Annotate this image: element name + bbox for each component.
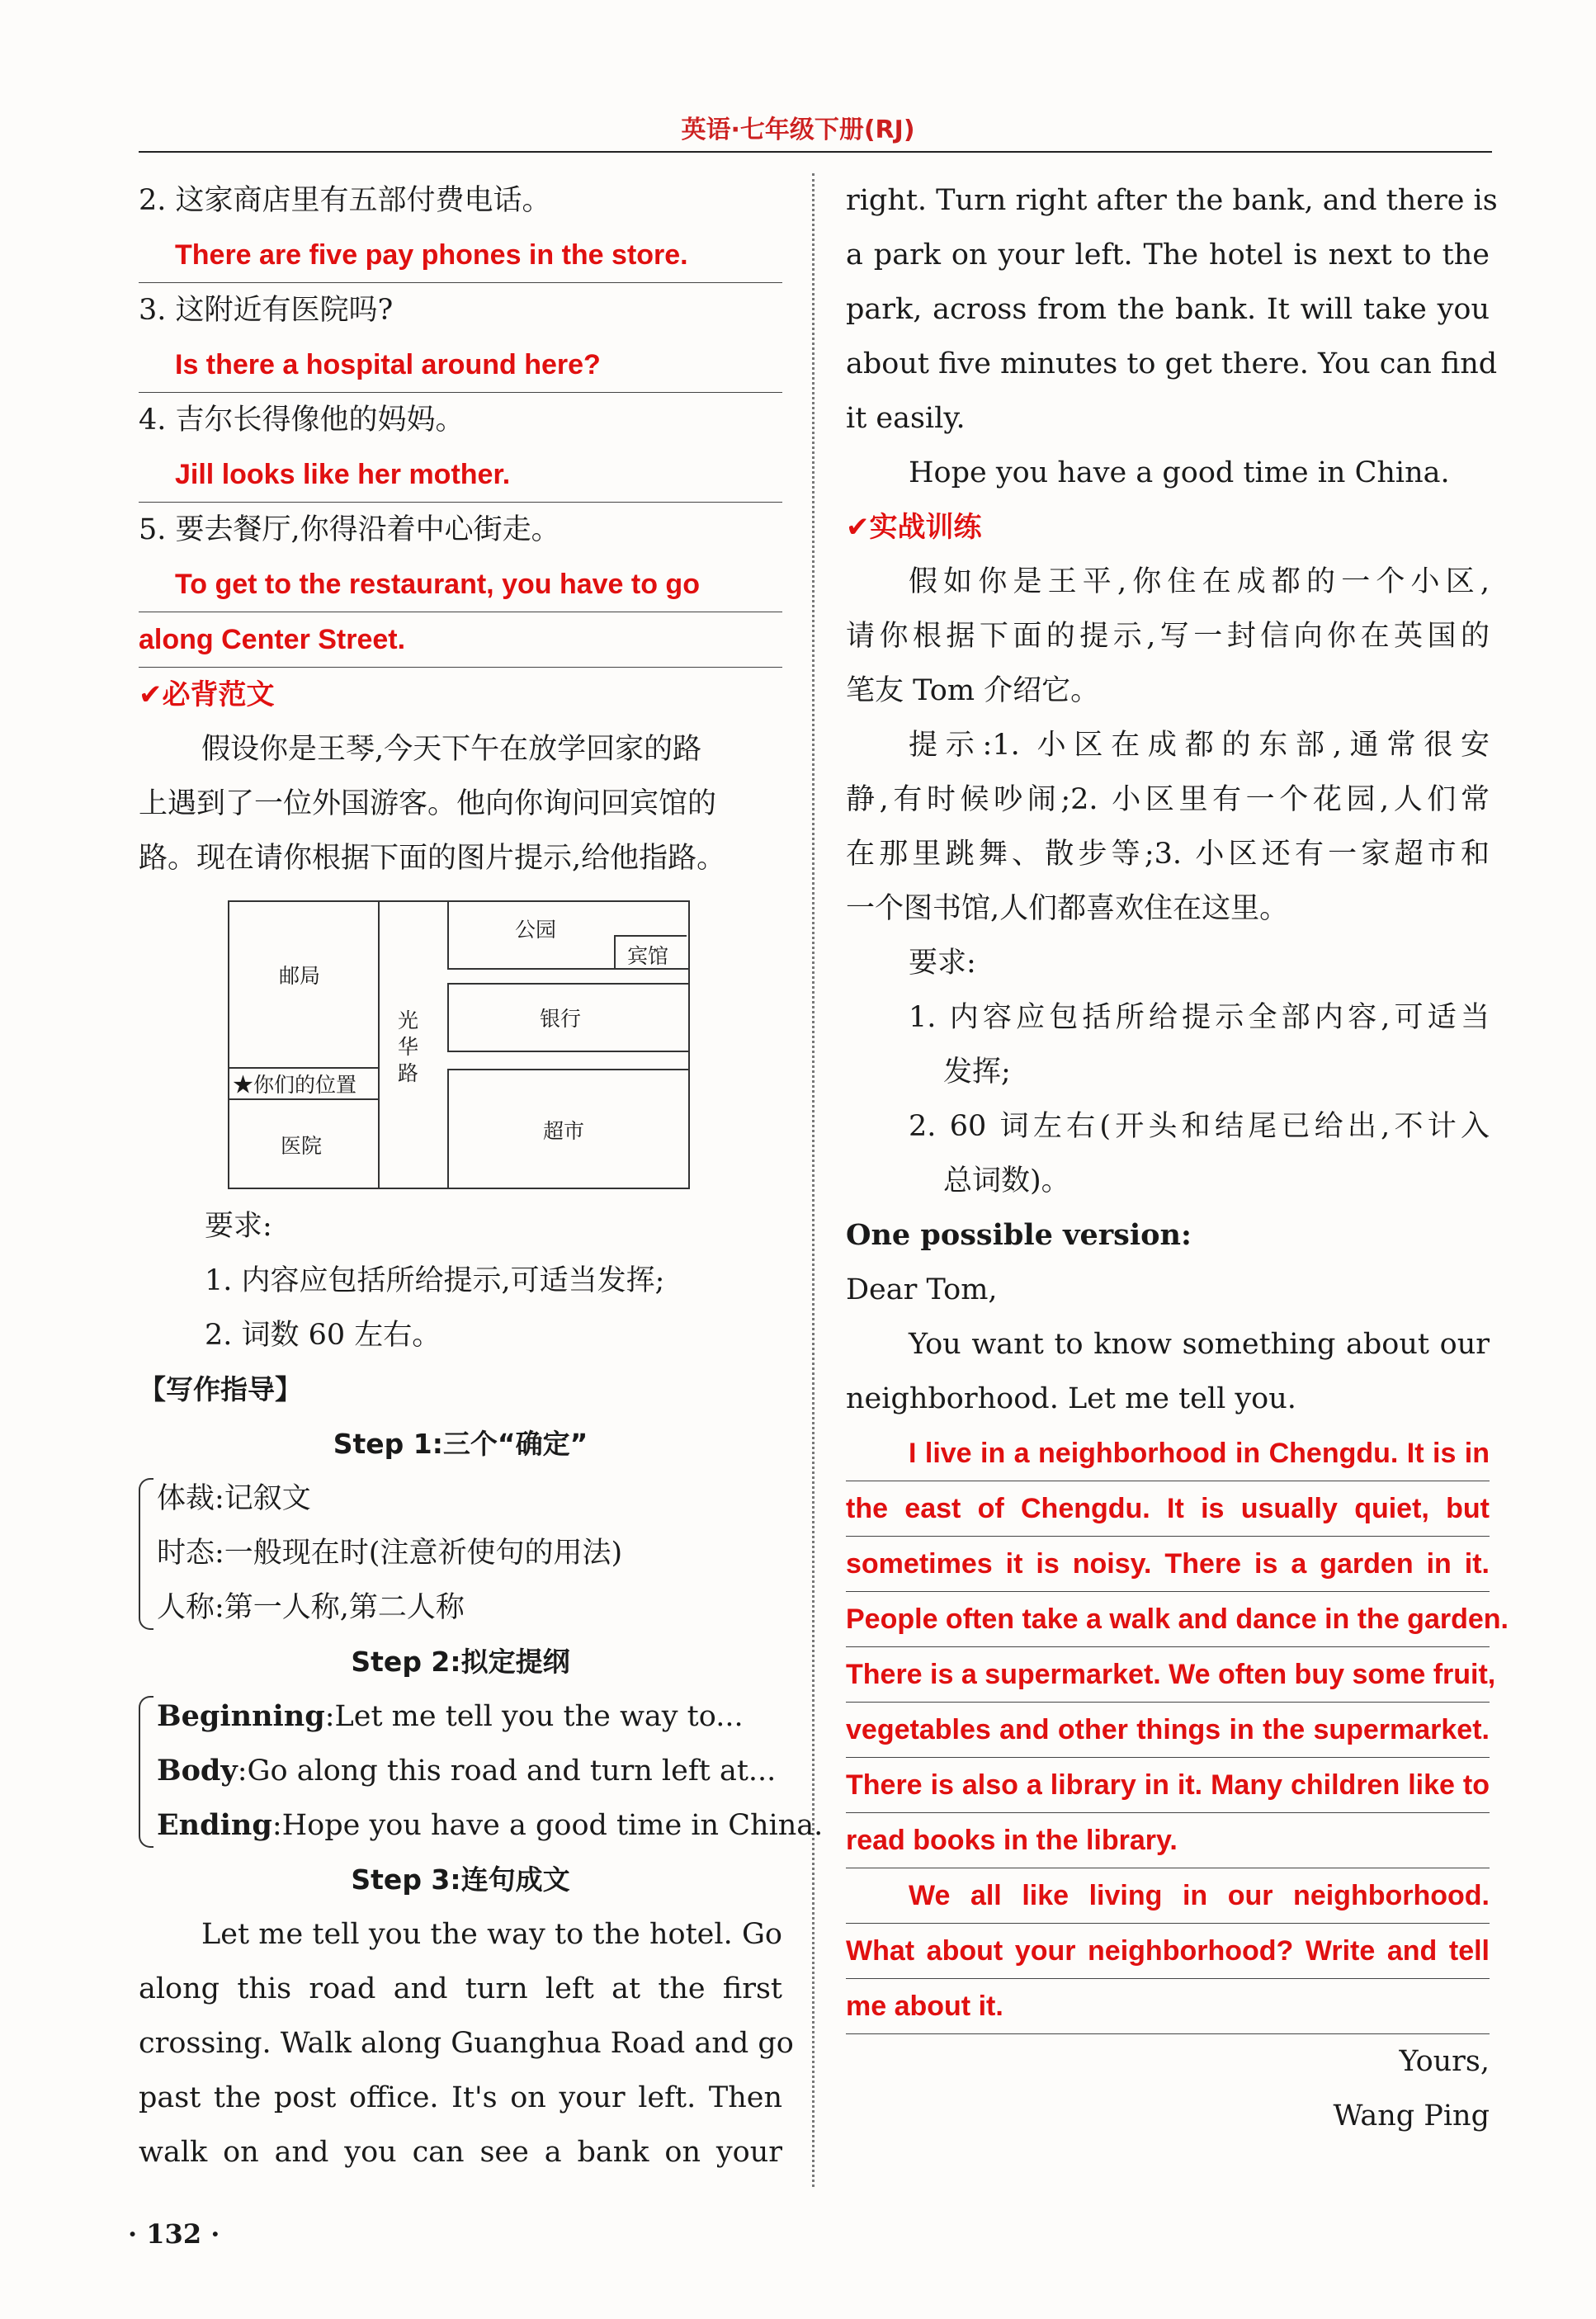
section-practice-label: 实战训练 — [869, 511, 982, 544]
prompt-line-1: 假设你是王琴,今天下午在放学回家的路 — [201, 733, 702, 766]
letter-closing: Yours, — [1399, 2045, 1490, 2078]
person-line: 人称:第一人称,第二人称 — [157, 1591, 465, 1624]
answer-2: There are five pay phones in the store. — [139, 228, 782, 283]
version-label: One possible version: — [846, 1218, 1192, 1252]
essay-end: Hope you have a good time in China. — [909, 456, 1450, 489]
map-post-office: 邮局 — [228, 900, 380, 1069]
requirement-1: 1. 内容应包括所给提示全部内容,可适当 — [909, 1001, 1490, 1034]
answer-line-11: me about it. — [846, 1979, 1490, 2034]
requirement-1-cont: 发挥; — [943, 1056, 1011, 1089]
hint-line-2: 静,有时候吵闹;2. 小区里有一个花园,人们常 — [846, 783, 1490, 816]
brace-icon — [139, 1478, 153, 1630]
map-road-label: 光 华 路 — [398, 1008, 419, 1085]
answer-line-5: There is a supermarket. We often buy some fruit, — [846, 1647, 1490, 1703]
answer-line-4: People often take a walk and dance in the garden. — [846, 1592, 1490, 1647]
requirement-2: 2. 词数 60 左右。 — [205, 1319, 441, 1352]
answer-line-9: We all like living in our neighborhood. — [846, 1868, 1490, 1924]
essay-line-2: along this road and turn left at the first — [139, 1972, 782, 2005]
question-5: 5. 要去餐厅,你得沿着中心街走。 — [139, 513, 560, 546]
page-number: · 132 · — [128, 2218, 220, 2250]
map-park: 公园 宾馆 — [447, 900, 690, 970]
route-map — [228, 900, 690, 1191]
letter-intro-2: neighborhood. Let me tell you. — [846, 1382, 1296, 1415]
step-2-list — [139, 1689, 824, 1853]
outline-body: Body:Go along this road and turn left at... — [157, 1754, 777, 1788]
answer-5-line-1: To get to the restaurant, you have to go — [139, 557, 782, 612]
step-1-title: Step 1:三个“确定” — [333, 1428, 588, 1460]
question-4: 4. 吉尔长得像他的妈妈。 — [139, 404, 465, 437]
letter-signature: Wang Ping — [1333, 2099, 1490, 2132]
requirement-1: 1. 内容应包括所给提示,可适当发挥; — [205, 1264, 665, 1297]
answer-line-7: There is also a library in it. Many children like to — [846, 1758, 1490, 1813]
prompt-line-2: 上遇到了一位外国游客。他向你询问回宾馆的 — [139, 787, 717, 820]
essay-cont-3: park, across from the bank. It will take you — [846, 293, 1490, 326]
essay-line-5: walk on and you can see a bank on your — [139, 2136, 782, 2169]
map-bank: 银行 — [447, 983, 690, 1052]
requirements-title: 要求: — [909, 947, 976, 980]
essay-line-1: Let me tell you the way to the hotel. Go — [201, 1918, 782, 1951]
map-supermarket: 超市 — [447, 1069, 690, 1188]
left-column — [139, 173, 824, 2180]
hint-line-3: 在那里跳舞、散步等;3. 小区还有一家超市和 — [846, 838, 1490, 871]
task-line-1: 假如你是王平,你住在成都的一个小区, — [909, 565, 1490, 598]
hint-line-1: 提示:1. 小区在成都的东部,通常很安 — [909, 729, 1490, 762]
answer-line-2: the east of Chengdu. It is usually quiet, but — [846, 1481, 1490, 1537]
tense-line: 时态:一般现在时(注意祈使句的用法) — [157, 1537, 623, 1570]
outline-ending: Ending:Hope you have a good time in China. — [157, 1808, 824, 1842]
question-2: 2. 这家商店里有五部付费电话。 — [139, 184, 551, 217]
requirement-2-cont: 总词数)。 — [943, 1164, 1070, 1197]
answer-line-10: What about your neighborhood? Write and tell — [846, 1924, 1490, 1979]
hint-line-4: 一个图书馆,人们都喜欢住在这里。 — [846, 892, 1289, 925]
answer-3: Is there a hospital around here? — [139, 338, 782, 393]
answer-line-8: read books in the library. — [846, 1813, 1490, 1868]
essay-cont-1: right. Turn right after the bank, and there is — [846, 184, 1498, 217]
essay-cont-5: it easily. — [846, 402, 966, 435]
question-3: 3. 这附近有医院吗? — [139, 294, 394, 327]
essay-cont-2: a park on your left. The hotel is next to the — [846, 239, 1490, 272]
letter-intro-1: You want to know something about our — [909, 1328, 1490, 1361]
right-column — [846, 173, 1509, 2143]
step-1-list — [139, 1471, 782, 1635]
check-icon: ✔ — [846, 511, 870, 544]
essay-cont-4: about five minutes to get there. You can find — [846, 347, 1498, 380]
letter-greeting: Dear Tom, — [846, 1273, 998, 1306]
answer-5-line-2: along Center Street. — [139, 612, 782, 668]
task-line-3: 笔友 Tom 介绍它。 — [846, 674, 1100, 707]
column-separator — [812, 173, 815, 2187]
answer-4: Jill looks like her mother. — [139, 447, 782, 503]
essay-line-3: crossing. Walk along Guanghua Road and go — [139, 2027, 794, 2060]
check-icon: ✔ — [139, 678, 163, 711]
answer-line-1: I live in a neighborhood in Chengdu. It is in — [846, 1426, 1490, 1481]
page-header-title: 英语·七年级下册(RJ) — [681, 116, 915, 144]
prompt-line-3: 路。现在请你根据下面的图片提示,给他指路。 — [139, 842, 726, 875]
section-model-essay — [139, 668, 782, 722]
requirement-2: 2. 60 词左右(开头和结尾已给出,不计入 — [909, 1110, 1490, 1143]
task-line-2: 请你根据下面的提示,写一封信向你在英国的 — [846, 620, 1490, 653]
header-rule — [139, 151, 1492, 153]
guide-title: 【写作指导】 — [139, 1373, 302, 1405]
essay-line-4: past the post office. It's on your left. Then — [139, 2081, 782, 2114]
outline-beginning: Beginning:Let me tell you the way to... — [157, 1699, 744, 1733]
section-model-label: 必背范文 — [162, 678, 275, 711]
step-3-title: Step 3:连句成文 — [351, 1863, 570, 1896]
requirements-title: 要求: — [205, 1210, 272, 1243]
brace-icon — [139, 1696, 153, 1848]
answer-line-6: vegetables and other things in the supermarket. — [846, 1703, 1490, 1758]
step-2-title: Step 2:拟定提纲 — [351, 1646, 570, 1678]
map-hospital: 医院 — [228, 1098, 380, 1189]
section-practice — [846, 500, 1490, 555]
map-your-position: ★你们的位置 — [228, 1065, 380, 1100]
genre-line: 体裁:记叙文 — [157, 1482, 311, 1515]
map-hotel: 宾馆 — [614, 935, 687, 968]
answer-line-3: sometimes it is noisy. There is a garden in it. — [846, 1537, 1490, 1592]
